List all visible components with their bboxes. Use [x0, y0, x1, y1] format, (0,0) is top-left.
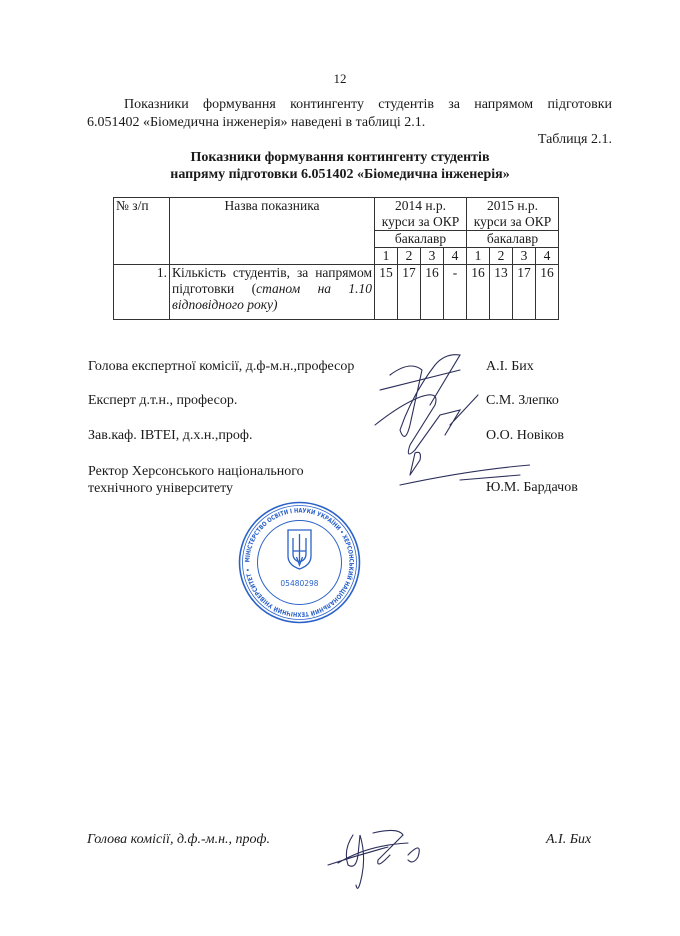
group-year: 2014 н.р.: [394, 198, 447, 213]
header-num: № з/п: [114, 198, 170, 265]
signer-role-4-line-1: Ректор Херсонського національного: [88, 464, 304, 479]
cell-value: 16: [536, 265, 559, 320]
table-title: [0, 149, 680, 183]
course-header: 3: [513, 248, 536, 265]
cell-value: 15: [375, 265, 398, 320]
seal-outer-text: МІНІСТЕРСТВО ОСВІТИ І НАУКИ УКРАЇНИ • ХЕРСОНСЬКИЙ НАЦІОНАЛЬНИЙ ТЕХНІЧНИЙ УНІВЕРСИТЕТ •: [244, 507, 355, 618]
page-number: 12: [333, 71, 347, 86]
row-name: [170, 265, 375, 320]
group-sub: курси за ОКР: [381, 214, 460, 229]
signature-2: [375, 395, 478, 454]
intro-line-1: Показники формування контингенту студентів за напрямом підготовки: [124, 97, 612, 112]
header-group-2014: [375, 198, 467, 231]
signer-name-1: А.І. Бих: [486, 359, 534, 374]
footer-name: А.І. Бих: [546, 832, 592, 847]
signature-1: [380, 355, 460, 437]
row-name-plain: Кількість студентів, за напрямом підготовки (: [172, 265, 372, 296]
course-header: 2: [398, 248, 421, 265]
row-name-italic: станом на 1.10 відповідного року): [172, 281, 373, 312]
signer-role-4: [88, 463, 304, 497]
course-header: 1: [467, 248, 490, 265]
cell-value: 16: [421, 265, 444, 320]
group-year: 2015 н.р.: [486, 198, 539, 213]
signer-role-4-line-2: технічного університету: [88, 481, 234, 496]
signer-name-2: С.М. Злепко: [486, 393, 559, 408]
course-header: 4: [444, 248, 467, 265]
group-sub: курси за ОКР: [473, 214, 552, 229]
cell-value: 13: [490, 265, 513, 320]
table-title-line-1: Показники формування контингенту студентів: [190, 150, 490, 165]
table-title-line-2: напряму підготовки 6.051402 «Біомедична інженерія»: [170, 167, 510, 182]
signer-role-3: Зав.каф. ІВТЕІ, д.х.н.,проф.: [88, 428, 253, 443]
course-header: 4: [536, 248, 559, 265]
cell-value: -: [444, 265, 467, 320]
header-name: Назва показника: [170, 198, 375, 265]
course-header: 3: [421, 248, 444, 265]
signer-name-3: О.О. Новіков: [486, 428, 565, 443]
signer-role-2: Експерт д.т.н., професор.: [88, 393, 238, 408]
intro-line-2: 6.051402 «Біомедична інженерія» наведені в таблиці 2.1.: [87, 115, 426, 130]
header-group-2015: [467, 198, 559, 231]
row-num: 1.: [114, 265, 170, 320]
header-level-2015: бакалавр: [467, 231, 559, 248]
signature-3: [400, 452, 530, 485]
data-table: [113, 197, 559, 320]
footer-handwritten-signature: [318, 815, 438, 905]
course-header: 2: [490, 248, 513, 265]
signer-name-4: Ю.М. Бардачов: [486, 480, 578, 495]
table-row: [114, 265, 559, 320]
official-seal: [237, 500, 362, 625]
footer-role: Голова комісії, д.ф.-м.н., проф.: [87, 832, 270, 847]
cell-value: 17: [398, 265, 421, 320]
cell-value: 17: [513, 265, 536, 320]
header-level-2014: бакалавр: [375, 231, 467, 248]
table-label: Таблиця 2.1.: [537, 132, 612, 147]
cell-value: 16: [467, 265, 490, 320]
course-header: 1: [375, 248, 398, 265]
handwritten-signatures: [350, 335, 530, 505]
trident-icon: [288, 530, 311, 569]
seal-code: 05480298: [280, 579, 319, 588]
signer-role-1: Голова експертної комісії, д.ф-м.н.,професор: [88, 359, 355, 374]
